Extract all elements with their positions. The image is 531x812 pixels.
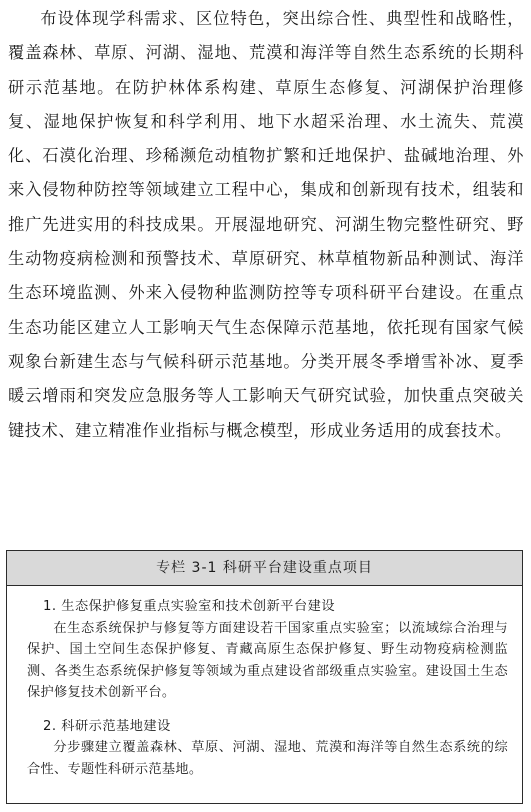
feature-box [6, 550, 523, 804]
section-text-demo-base: 分步骤建立覆盖森林、草原、河湖、湿地、荒漠和海洋等自然生态系统的综合性、专题性科研示范基地。 [27, 740, 508, 777]
feature-box-body [7, 586, 522, 780]
section-heading-lab-platform: 1. 生态保护修复重点实验室和技术创新平台建设 [43, 599, 336, 614]
section-text-lab-platform: 在生态系统保护与修复等方面建设若干国家重点实验室；以流域综合治理与保护、国土空间生态保护修复、青藏高原生态保护修复、野生动物疫病检测监测、各类生态系统保护修复等领域为重点建设省部级重点实验室。建设国土生态保护修复技术创新平台。 [27, 620, 508, 700]
body-paragraph: 布设体现学科需求、区位特色，突出综合性、典型性和战略性，覆盖森林、草原、河湖、湿地、荒漠和海洋等自然生态系统的长期科研示范基地。在防护林体系构建、草原生态修复、河湖保护治理修复、湿地保护恢复和科学利用、地下水超采治理、水土流失、荒漠化、石漠化治理、珍稀濒危动植物扩繁和迁地保护、盐碱地治理、外来入侵物种防控等领域建立工程中心，集成和创新现有技术，组装和推广先进实用的科技成果。开展湿地研究、河湖生物完整性研究、野生动物疫病检测和预警技术、草原研究、林草植物新品种测试、海洋生态环境监测、外来入侵物种监测防控等专项科研平台建设。在重点生态功能区建立人工影响天气生态保障示范基地，依托现有国家气候观象台新建生态与气候科研示范基地。分类开展冬季增雪补冰、夏季暖云增雨和突发应急服务等人工影响天气研究试验，加快重点突破关键技术、建立精准作业指标与概念模型，形成业务适用的成套技术。 [8, 9, 524, 440]
section-divider-space [27, 704, 508, 716]
feature-box-title: 专栏 3-1 科研平台建设重点项目 [7, 551, 522, 586]
section-heading-demo-base: 2. 科研示范基地建设 [43, 718, 171, 734]
